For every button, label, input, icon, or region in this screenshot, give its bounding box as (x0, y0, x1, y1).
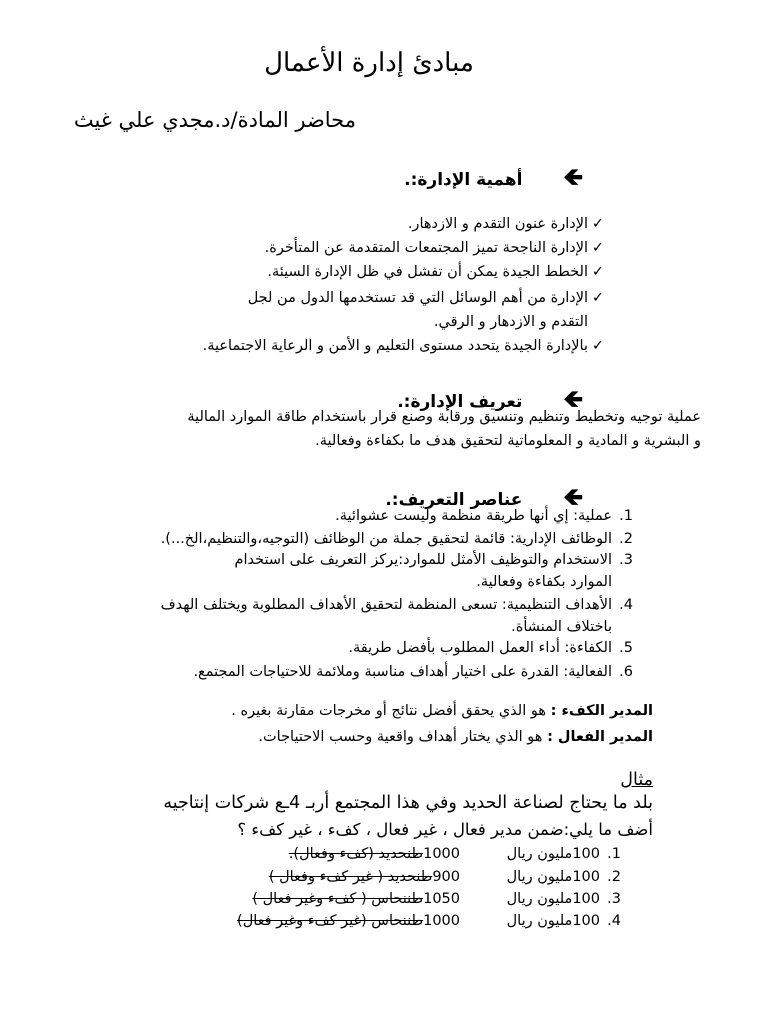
example-text-line: أضف ما يلي:ضمن مدير فعال ، غير فعال ، كفء ، غير كفء ؟ (237, 820, 653, 839)
arrow-left-icon: 🡸 (563, 483, 583, 511)
checkmark-icon: ✓ (591, 290, 605, 306)
checkmark-icon: ✓ (591, 264, 605, 280)
page-title: مبادئ إدارة الأعمال (264, 48, 474, 78)
efficient-manager-label: المدير الكفء : (550, 703, 653, 719)
lecturer-line: محاضر المادة/د.مجدي علي غيث (73, 108, 356, 132)
elements-item-continued: باختلاف المنشأة. (511, 619, 612, 635)
definition-text-line: و البشرية و المادية و المعلوماتية لتحقيق هدف ما بكفاءة وفعالية. (315, 433, 701, 449)
checkmark-icon: ✓ (591, 240, 605, 256)
example-row: 1.100مليون ريال1000طنحديد (كفء وفعال). (288, 846, 621, 862)
importance-item: ✓الإدارة الناجحة تميز المجتمعات المتقدمة عن المتأخرة. (265, 240, 608, 256)
arrow-left-icon: 🡸 (563, 163, 583, 191)
importance-heading: أهمية الإدارة:. (404, 170, 523, 190)
definition-heading: تعريف الإدارة:. (397, 392, 523, 412)
arrow-left-icon: 🡸 (563, 385, 583, 413)
effective-manager-label: المدير الفعال : (547, 729, 653, 745)
elements-item: 5.الكفاءة: أداء العمل المطلوب بأفضل طريقة. (348, 640, 633, 656)
checkmark-icon: ✓ (591, 216, 605, 232)
definition-text-line: عملية توجيه وتخطيط وتنظيم وتنسيق ورقابة وصنع قرار باستخدام طاقة الموارد المالية (187, 409, 701, 425)
importance-heading-row (404, 160, 583, 201)
elements-item: 3.الاستخدام والتوظيف الأمثل للموارد:يركز التعريف على استخدام (234, 552, 633, 568)
example-text-line: بلد ما يحتاج لصناعة الحديد وفي هذا المجتمع أربـ 4ـع شركات إنتاجيه (163, 793, 653, 813)
importance-item: ✓الإدارة من أهم الوسائل التي قد تستخدمها الدول من لجل (248, 290, 608, 306)
checkmark-icon: ✓ (591, 338, 605, 354)
importance-item: ✓الإدارة عنون التقدم و الازدهار. (408, 216, 608, 232)
example-row: 4.100مليون ريال1000طننحاس (غير كفء وغير فعال) (237, 913, 621, 929)
efficient-manager-line: المدير الكفء : هو الذي يحقق أفضل نتائج أو مخرجات مقارنة بغيره . (231, 703, 653, 719)
example-row: 2.100مليون ريال900طنحديد ( غير كفء وفعال ) (268, 869, 621, 885)
importance-item: ✓الخطط الجيدة يمكن أن تفشل في ظل الإدارة السيئة. (267, 264, 608, 280)
importance-item-continued: التقدم و الازدهار و الرقي. (433, 314, 588, 330)
elements-heading: عناصر التعريف:. (385, 490, 523, 510)
elements-item-continued: الموارد بكفاءة وفعالية. (476, 574, 612, 590)
example-label: مثال (620, 770, 653, 790)
example-row: 3.100مليون ريال1050طننحاس ( كفء وغير فعال ) (252, 891, 621, 907)
elements-item: 6.الفعالية: القدرة على اختيار أهداف مناسبة وملائمة للاحتياجات المجتمع. (193, 664, 633, 680)
elements-item: 1.عملية: إي أنها طريقة منظمة وليست عشوائية. (335, 508, 633, 524)
elements-item: 2.الوظائف الإدارية: قائمة لتحقيق جملة من الوظائف (التوجيه،والتنظيم،الخ...). (160, 531, 633, 547)
importance-item: ✓بالإدارة الجيدة يتحدد مستوى التعليم و الأمن و الرعاية الاجتماعية. (203, 338, 608, 354)
effective-manager-line: المدير الفعال : هو الذي يختار أهداف واقعية وحسب الاحتياجات. (258, 729, 653, 745)
elements-item: 4.الأهداف التنظيمية: تسعى المنظمة لتحقيق الأهداف المطلوبة ويختلف الهدف (160, 597, 633, 613)
